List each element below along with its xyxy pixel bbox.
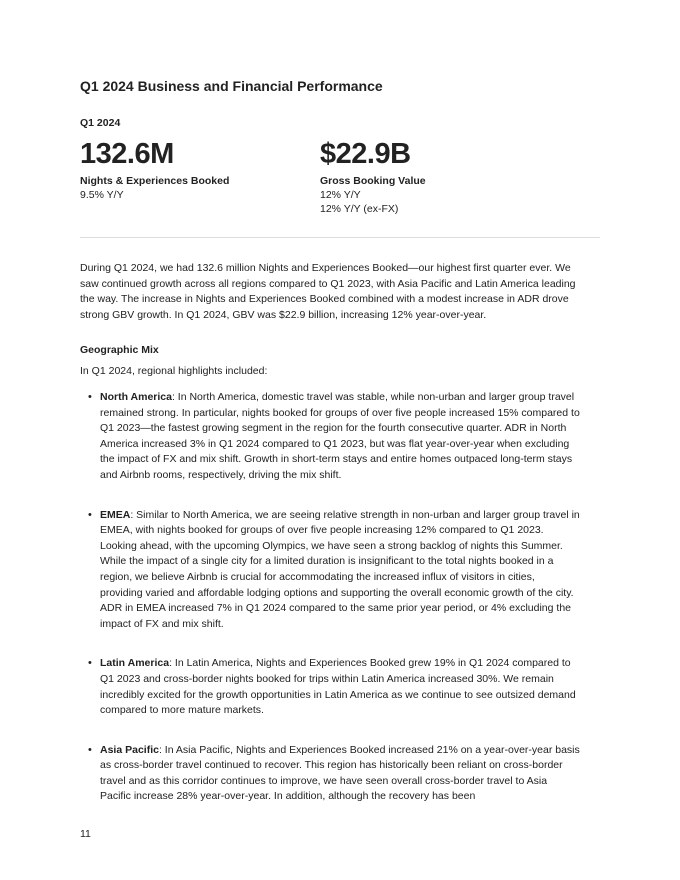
- page-title: Q1 2024 Business and Financial Performance: [80, 78, 383, 94]
- metric-detail: 12% Y/Y (ex-FX): [320, 203, 399, 215]
- list-item: [80, 743, 580, 805]
- period-label: Q1 2024: [80, 117, 121, 129]
- region-name: Latin America: [100, 657, 170, 670]
- metric-label: Gross Booking Value: [320, 175, 426, 187]
- region-name: EMEA: [100, 508, 131, 521]
- metric-gross-booking-value: [320, 136, 550, 216]
- list-item: [80, 508, 580, 633]
- metric-nights-booked: [80, 136, 310, 202]
- region-text: : Similar to North America, we are seeing relative strength in non-urban and larger group travel in EMEA, with nights booked for groups of over five people increasing 12% compared to Q1 2023. Looking ahead, with the upcoming Olympics, we have seen a strong backlog of nights this Summer. While the impact of a single city for a limited duration is insignificant to the total nights booked in a region, we believe Airbnb is crucial for accommodating the increased influx of visitors in cities, providing varied and affordable lodging options and supporting the overall economic growth of the city. ADR in EMEA increased 7% in Q1 2024 compared to the same prior year period, or 4% excluding the impact of FX and mix shift.: [100, 508, 580, 630]
- region-text: : In Latin America, Nights and Experiences Booked grew 19% in Q1 2024 compared to Q1 2023 and cross-border nights booked for trips within Latin America increased 30%. We remain incredibly excited for the growth opportunities in Latin America as we continue to see outsized demand compared to more mature markets.: [100, 657, 576, 717]
- region-list: [80, 390, 580, 829]
- geographic-mix-heading: Geographic Mix: [80, 344, 159, 356]
- page-number: 11: [80, 828, 91, 840]
- intro-paragraph: During Q1 2024, we had 132.6 million Nights and Experiences Booked—our highest first quarter ever. We saw continued growth across all regions compared to Q1 2023, with Asia Pacific and Latin America leading the way. The increase in Nights and Experiences Booked combined with a modest increase in ADR drove strong GBV growth. In Q1 2024, GBV was $22.9 billion, increasing 12% year-over-year.: [80, 262, 576, 321]
- metric-detail: 9.5% Y/Y: [80, 189, 124, 201]
- metric-value: $22.9B: [320, 138, 411, 170]
- geographic-mix-lead: In Q1 2024, regional highlights included:: [80, 365, 268, 377]
- list-item: [80, 656, 580, 718]
- region-name: North America: [100, 391, 172, 403]
- section-divider: [80, 237, 600, 238]
- region-text: : In Asia Pacific, Nights and Experiences Booked increased 21% on a year-over-year basis as cross-border travel continued to recover. This region has historically been reliant on cross-border travel and as this corridor continues to improve, we have seen overall cross-border travel to Asia Pacific increase 28% year-over-year. In addition, although the recovery has been: [100, 743, 580, 803]
- region-text: : In North America, domestic travel was stable, while non-urban and larger group travel remained strong. In particular, nights booked for groups of over five people increased 15% compared to Q1 2023—the fastest growing segment in the region for the fourth consecutive quarter. ADR in North America increased 3% in Q1 2024 compared to Q1 2023, but was flat year-over-year when excluding the impact of FX and mix shift. Growth in short-term stays and entire homes outpaced long-term stays and Airbnb rooms, respectively, driving the mix shift.: [100, 391, 580, 481]
- list-item: [80, 390, 580, 484]
- metric-label: Nights & Experiences Booked: [80, 175, 230, 187]
- metric-value: 132.6M: [80, 138, 174, 170]
- region-name: Asia Pacific: [100, 743, 159, 756]
- metric-detail: 12% Y/Y: [320, 189, 361, 201]
